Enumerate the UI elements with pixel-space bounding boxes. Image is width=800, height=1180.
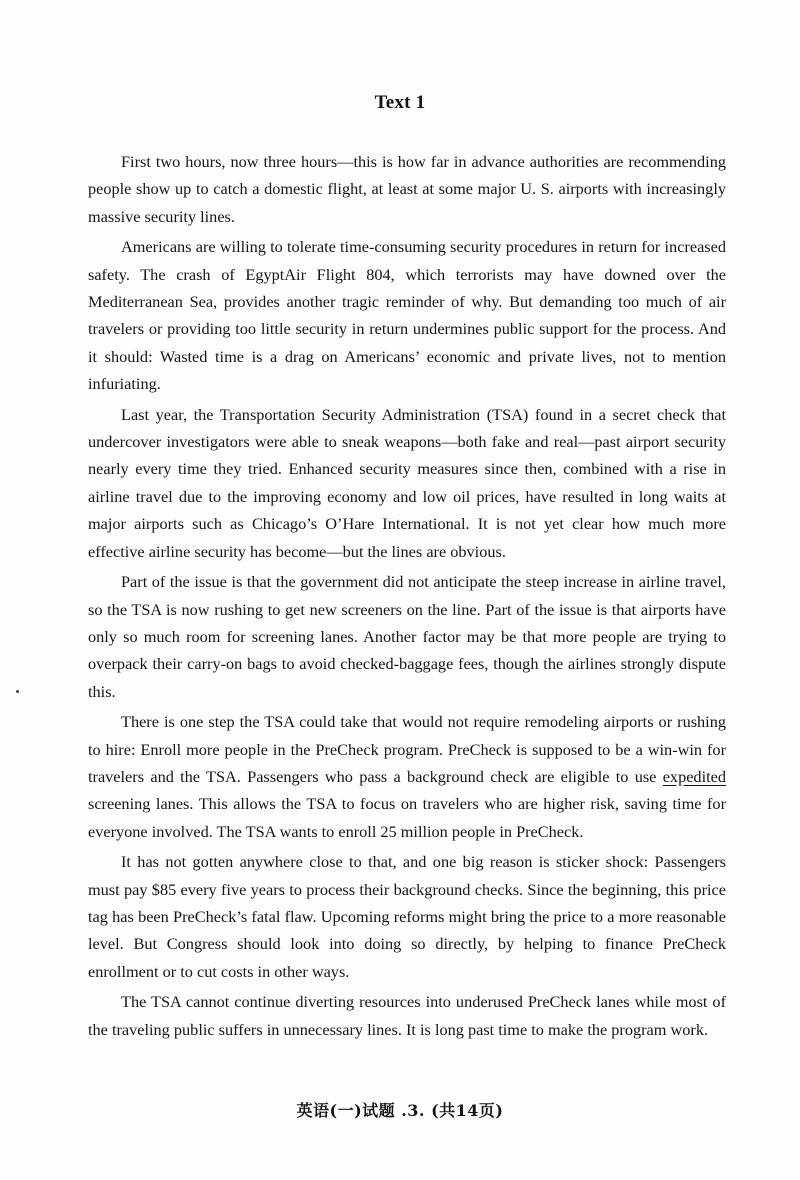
paragraph-6: It has not gotten anywhere close to that, and one big reason is sticker shock: Passengers must pay $85 every five years to process their background checks. Since the beginning, this price tag has been PreCheck’s fatal flaw. Upcoming reforms might bring the price to a more reasonable level. But Congress should look into doing so directly, by helping to finance PreCheck enrollment or to cut costs in other ways.: [88, 852, 726, 981]
paragraph-3: Last year, the Transportation Security Administration (TSA) found in a secret check that undercover investigators were able to sneak weapons—both fake and real—past airport security nearly every time they tried. Enhanced security measures since then, combined with a rise in airline travel due to the improving economy and low oil prices, have resulted in long waits at major airports such as Chicago’s O’Hare International. It is not yet clear how much more effective airline security has become—but the lines are obvious.: [88, 404, 726, 561]
underlined-word-expedited: expedited: [662, 766, 726, 786]
paragraph-2: Americans are willing to tolerate time-consuming security procedures in return for increased safety. The crash of EgyptAir Flight 804, which terrorists may have downed over the Mediterranean Sea, provides another tragic reminder of why. But demanding too much of air travelers or providing too little security in return undermines public support for the process. And it should: Wasted time is a drag on Americans’ economic and private lives, not to mention infuriating.: [88, 237, 726, 394]
page-title: Text 1: [374, 92, 426, 113]
page-footer: 英语(一)试题 .3. (共14页): [296, 1101, 504, 1120]
paragraph-5-before: There is one step the TSA could take that would not require remodeling airports or rushing to hire: Enroll more people in the PreCheck program. PreCheck is supposed to be a win-win for travelers and the TSA. Passengers who pass a background check are eligible to use: [88, 712, 726, 786]
paragraph-5-after: screening lanes. This allows the TSA to focus on travelers who are higher risk, saving time for everyone involved. The TSA wants to enroll 25 million people in PreCheck.: [88, 794, 726, 841]
paragraph-5: [88, 708, 726, 845]
paragraph-1: First two hours, now three hours—this is how far in advance authorities are recommending people show up to catch a domestic flight, at least at some major U. S. airports with increasingly massive security lines.: [88, 152, 726, 226]
paragraph-7: The TSA cannot continue diverting resources into underused PreCheck lanes while most of the traveling public suffers in unnecessary lines. It is long past time to make the program work.: [88, 992, 726, 1039]
paragraph-4: Part of the issue is that the government did not anticipate the steep increase in airline travel, so the TSA is now rushing to get new screeners on the line. Part of the issue is that airports have only so much room for screening lanes. Another factor may be that more people are trying to overpack their carry-on bags to avoid checked-baggage fees, though the airlines strongly dispute this.: [88, 572, 726, 701]
scan-speck: [16, 690, 19, 693]
article-body: [88, 148, 726, 1046]
